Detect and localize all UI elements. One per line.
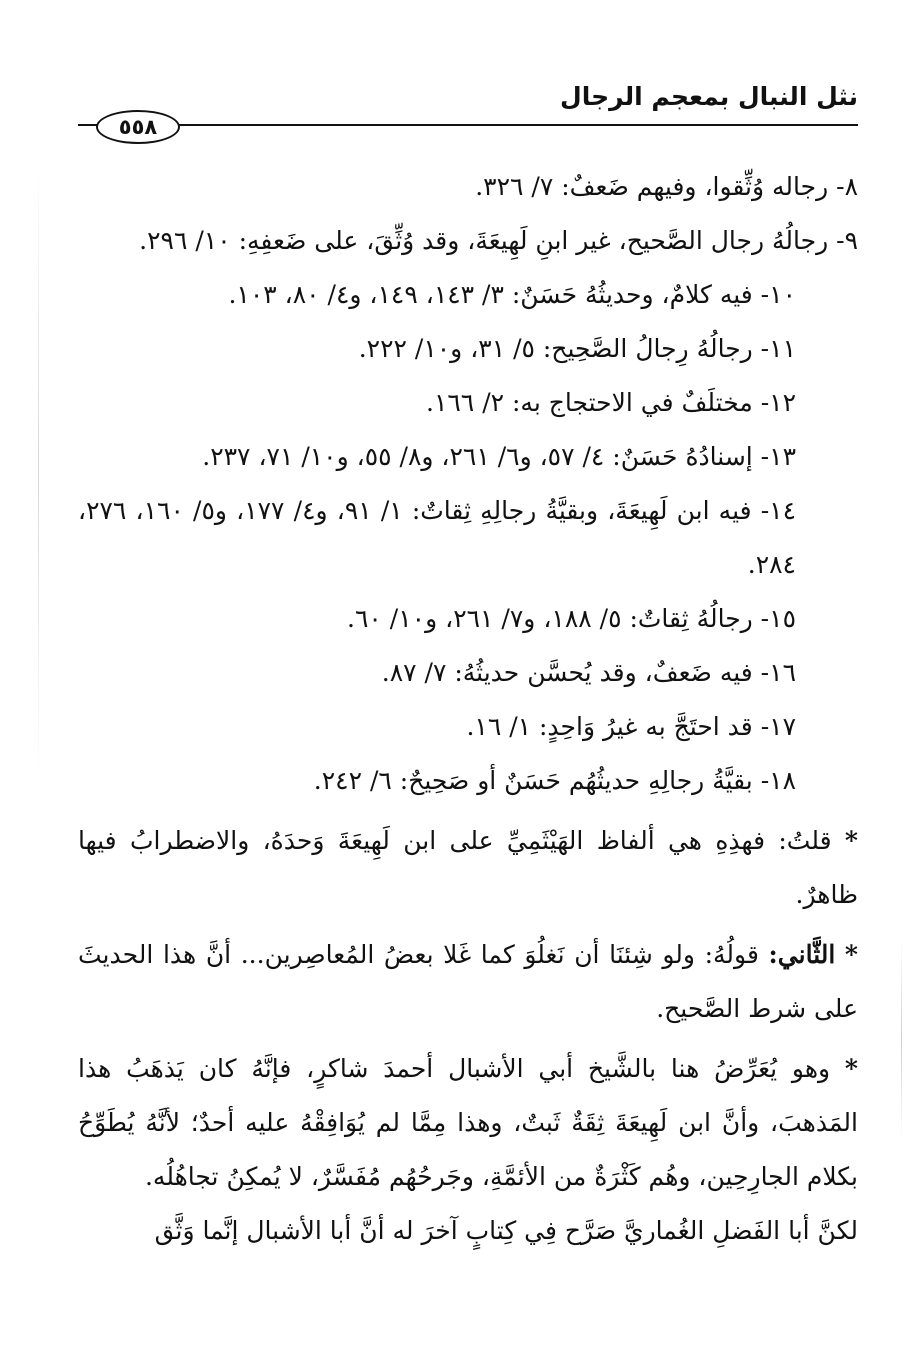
asterisk-bullet: * bbox=[844, 826, 858, 855]
page-body bbox=[78, 160, 858, 1258]
entry-line: ١٠- فيه كلامٌ، وحديثُهُ حَسَنٌ: ٣/ ١٤٣، ١٤٩، و٤/ ٨٠، ١٠٣. bbox=[228, 280, 796, 309]
page-number-badge: ٥٥٨ bbox=[96, 110, 180, 144]
paragraph-comment bbox=[78, 814, 858, 922]
entry-line: ١٣- إسنادُهُ حَسَنٌ: ٤/ ٥٧، و٦/ ٢٦١، و٨/ ٥٥، و١٠/ ٧١، ٢٣٧. bbox=[202, 442, 796, 471]
paragraph-continuation: لكنَّ أبا الفَضلِ الغُماريَّ صَرَّح فِي كِتابٍ آخرَ له أنَّ أبا الأشبال إنَّما وَثَّق bbox=[154, 1216, 858, 1245]
running-header-title: نثل النبال بمعجم الرجال bbox=[560, 82, 858, 111]
paragraph-lead: الثَّاني: bbox=[768, 940, 836, 969]
entry-line: ١٢- مختلَفٌ في الاحتجاج به: ٢/ ١٦٦. bbox=[426, 388, 796, 417]
paragraph-text: قلتُ: فهذِهِ هي ألفاظ الهَيْثَمِيِّ على ابن لَهِيعَةَ وَحدَهُ، والاضطرابُ فيها ظاهرٌ. bbox=[78, 826, 858, 909]
asterisk-bullet: * bbox=[844, 1054, 858, 1083]
paragraph-second-point bbox=[78, 928, 858, 1036]
paragraph-text: قولُهُ: ولو شِئنَا أن نَغلُوَ كما غَلا بعضُ المُعاصِرين... أنَّ هذا الحديثَ على شرط الصَّحيح. bbox=[78, 940, 858, 1023]
header-rule bbox=[78, 124, 858, 126]
paragraph-discussion bbox=[78, 1042, 858, 1204]
entry-line: ١٨- بقيَّةُ رجالِهِ حديثُهُم حَسَنٌ أو صَحِيحٌ: ٦/ ٢٤٢. bbox=[313, 766, 796, 795]
paragraph-text: وهو يُعَرِّضُ هنا بالشَّيخ أبي الأشبال أحمدَ شاكرٍ، فإنَّهُ كان يَذهَبُ هذا المَذهبَ، وأنَّ ابن لَهِيعَةَ ثِقَةٌ ثَبتٌ، وهذا مِمَّا لم يُوَافِقْهُ عليه أحدٌ؛ لأنَّهُ يُطَوِّحُ بكلام الجارِحِين، وهُم كَثْرَةٌ من الأئمَّةِ، وجَرحُهُم مُفَسَّرٌ، لا يُمكِنُ تجاهُلُه. bbox=[78, 1054, 858, 1191]
entry-line: ١٦- فيه ضَعفٌ، وقد يُحسَّن حديثُهُ: ٧/ ٨٧. bbox=[381, 658, 796, 687]
entry-line: ١٧- قد احتَجَّ به غيرُ وَاحِدٍ: ١/ ١٦. bbox=[466, 712, 796, 741]
entry-line: ٩- رجالُهُ رجال الصَّحيح، غير ابنِ لَهِيعَةَ، وقد وُثِّقَ، على ضَعفِهِ: ١٠/ ٢٩٦. bbox=[139, 226, 858, 255]
entry-line: ٨- رجاله وُثِّقوا، وفيهم ضَعفٌ: ٧/ ٣٢٦. bbox=[475, 172, 858, 201]
scan-edge-mark bbox=[901, 940, 902, 1140]
asterisk-bullet: * bbox=[844, 940, 858, 969]
entry-line: ١٤- فيه ابن لَهِيعَةَ، وبقيَّةُ رجالِهِ ثِقاتٌ: ١/ ٩١، و٤/ ١٧٧، و٥/ ١٦٠، ٢٧٦، ٢٨٤. bbox=[78, 496, 797, 579]
scan-shadow bbox=[38, 160, 39, 780]
entry-line: ١١- رجالُهُ رِجالُ الصَّحِيح: ٥/ ٣١، و١٠/ ٢٢٢. bbox=[358, 334, 796, 363]
entry-line: ١٥- رجالُهُ ثِقاتٌ: ٥/ ١٨٨، و٧/ ٢٦١، و١٠/ ٦٠. bbox=[347, 604, 796, 633]
